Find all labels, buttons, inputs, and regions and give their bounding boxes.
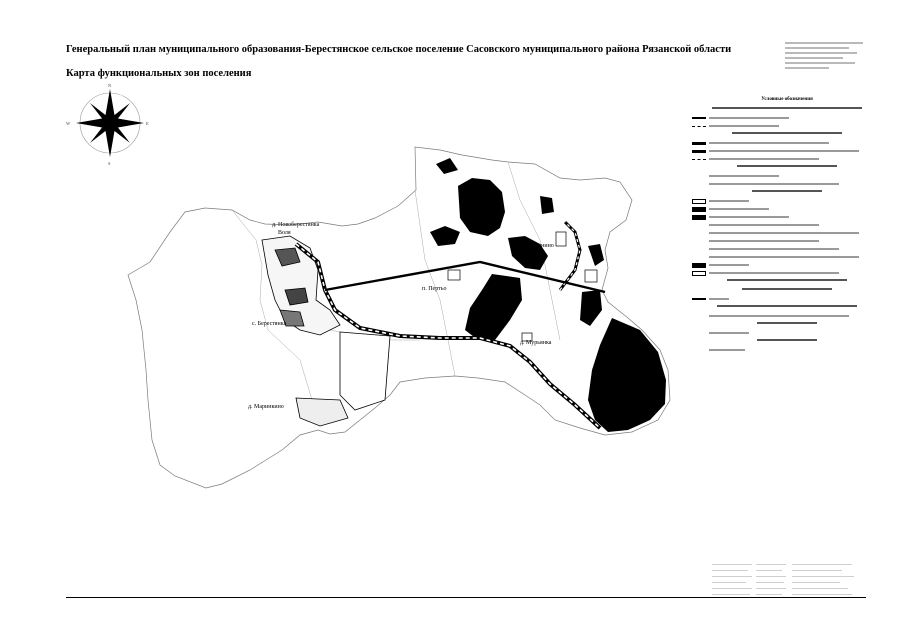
legend-row xyxy=(692,155,882,163)
legend-row xyxy=(692,312,882,320)
place-label-berestyanka: с. Берестянка xyxy=(252,321,287,327)
legend-section-pipelines xyxy=(692,277,882,286)
legend-row xyxy=(692,237,882,245)
place-label-doronino: д. Доронино xyxy=(522,243,554,249)
legend-section-power-lines xyxy=(692,286,882,295)
compass-south-label: S xyxy=(108,161,111,166)
map-legend xyxy=(692,96,882,354)
map-subtitle: Карта функциональных зон поселения xyxy=(66,68,252,79)
place-label-pertyo: п. Пертьо xyxy=(422,286,447,292)
legend-row xyxy=(692,172,882,180)
legend-row xyxy=(692,205,882,213)
legend-row xyxy=(692,197,882,205)
legend-section-water xyxy=(692,163,882,172)
legend-heading: Условные обозначения xyxy=(761,97,813,102)
legend-row xyxy=(692,114,882,122)
legend-row xyxy=(692,253,882,261)
legend-row xyxy=(692,147,882,155)
compass-west-label: W xyxy=(66,121,71,126)
legend-section-functional-zones xyxy=(692,188,882,197)
legend-section-boundaries xyxy=(692,105,882,114)
legend-row xyxy=(692,261,882,269)
legend-row xyxy=(692,295,882,303)
place-label-novaya-berestyanka: д. Новоберестянка xyxy=(272,222,320,228)
legend-row xyxy=(692,229,882,237)
legend-row xyxy=(692,139,882,147)
legend-section-distribution xyxy=(692,303,882,312)
compass-east-label: E xyxy=(146,121,149,126)
compass-north-label: N xyxy=(108,83,112,88)
legend-section-transport xyxy=(692,130,882,139)
legend-row xyxy=(692,329,882,337)
legend-row xyxy=(692,180,882,188)
legend-row xyxy=(692,346,882,354)
legend-row xyxy=(692,213,882,221)
legend-row xyxy=(692,122,882,130)
compass-rose-icon xyxy=(66,83,149,166)
place-label-marinkino: д. Маринкино xyxy=(248,404,284,410)
legend-row xyxy=(692,269,882,277)
place-label-muryanka: д. Мурьянка xyxy=(520,340,552,346)
title-block-stamp xyxy=(712,558,862,600)
legend-section-water-supply xyxy=(692,320,882,329)
legend-section-sewerage xyxy=(692,337,882,346)
sheet-bottom-border xyxy=(66,597,866,598)
legend-row xyxy=(692,245,882,253)
map-title: Генеральный план муниципального образования-Берестянское сельское поселение Сасовского муниципального района Рязанской области xyxy=(66,44,732,55)
legend-row xyxy=(692,221,882,229)
place-label-volya: Воля xyxy=(278,230,291,236)
